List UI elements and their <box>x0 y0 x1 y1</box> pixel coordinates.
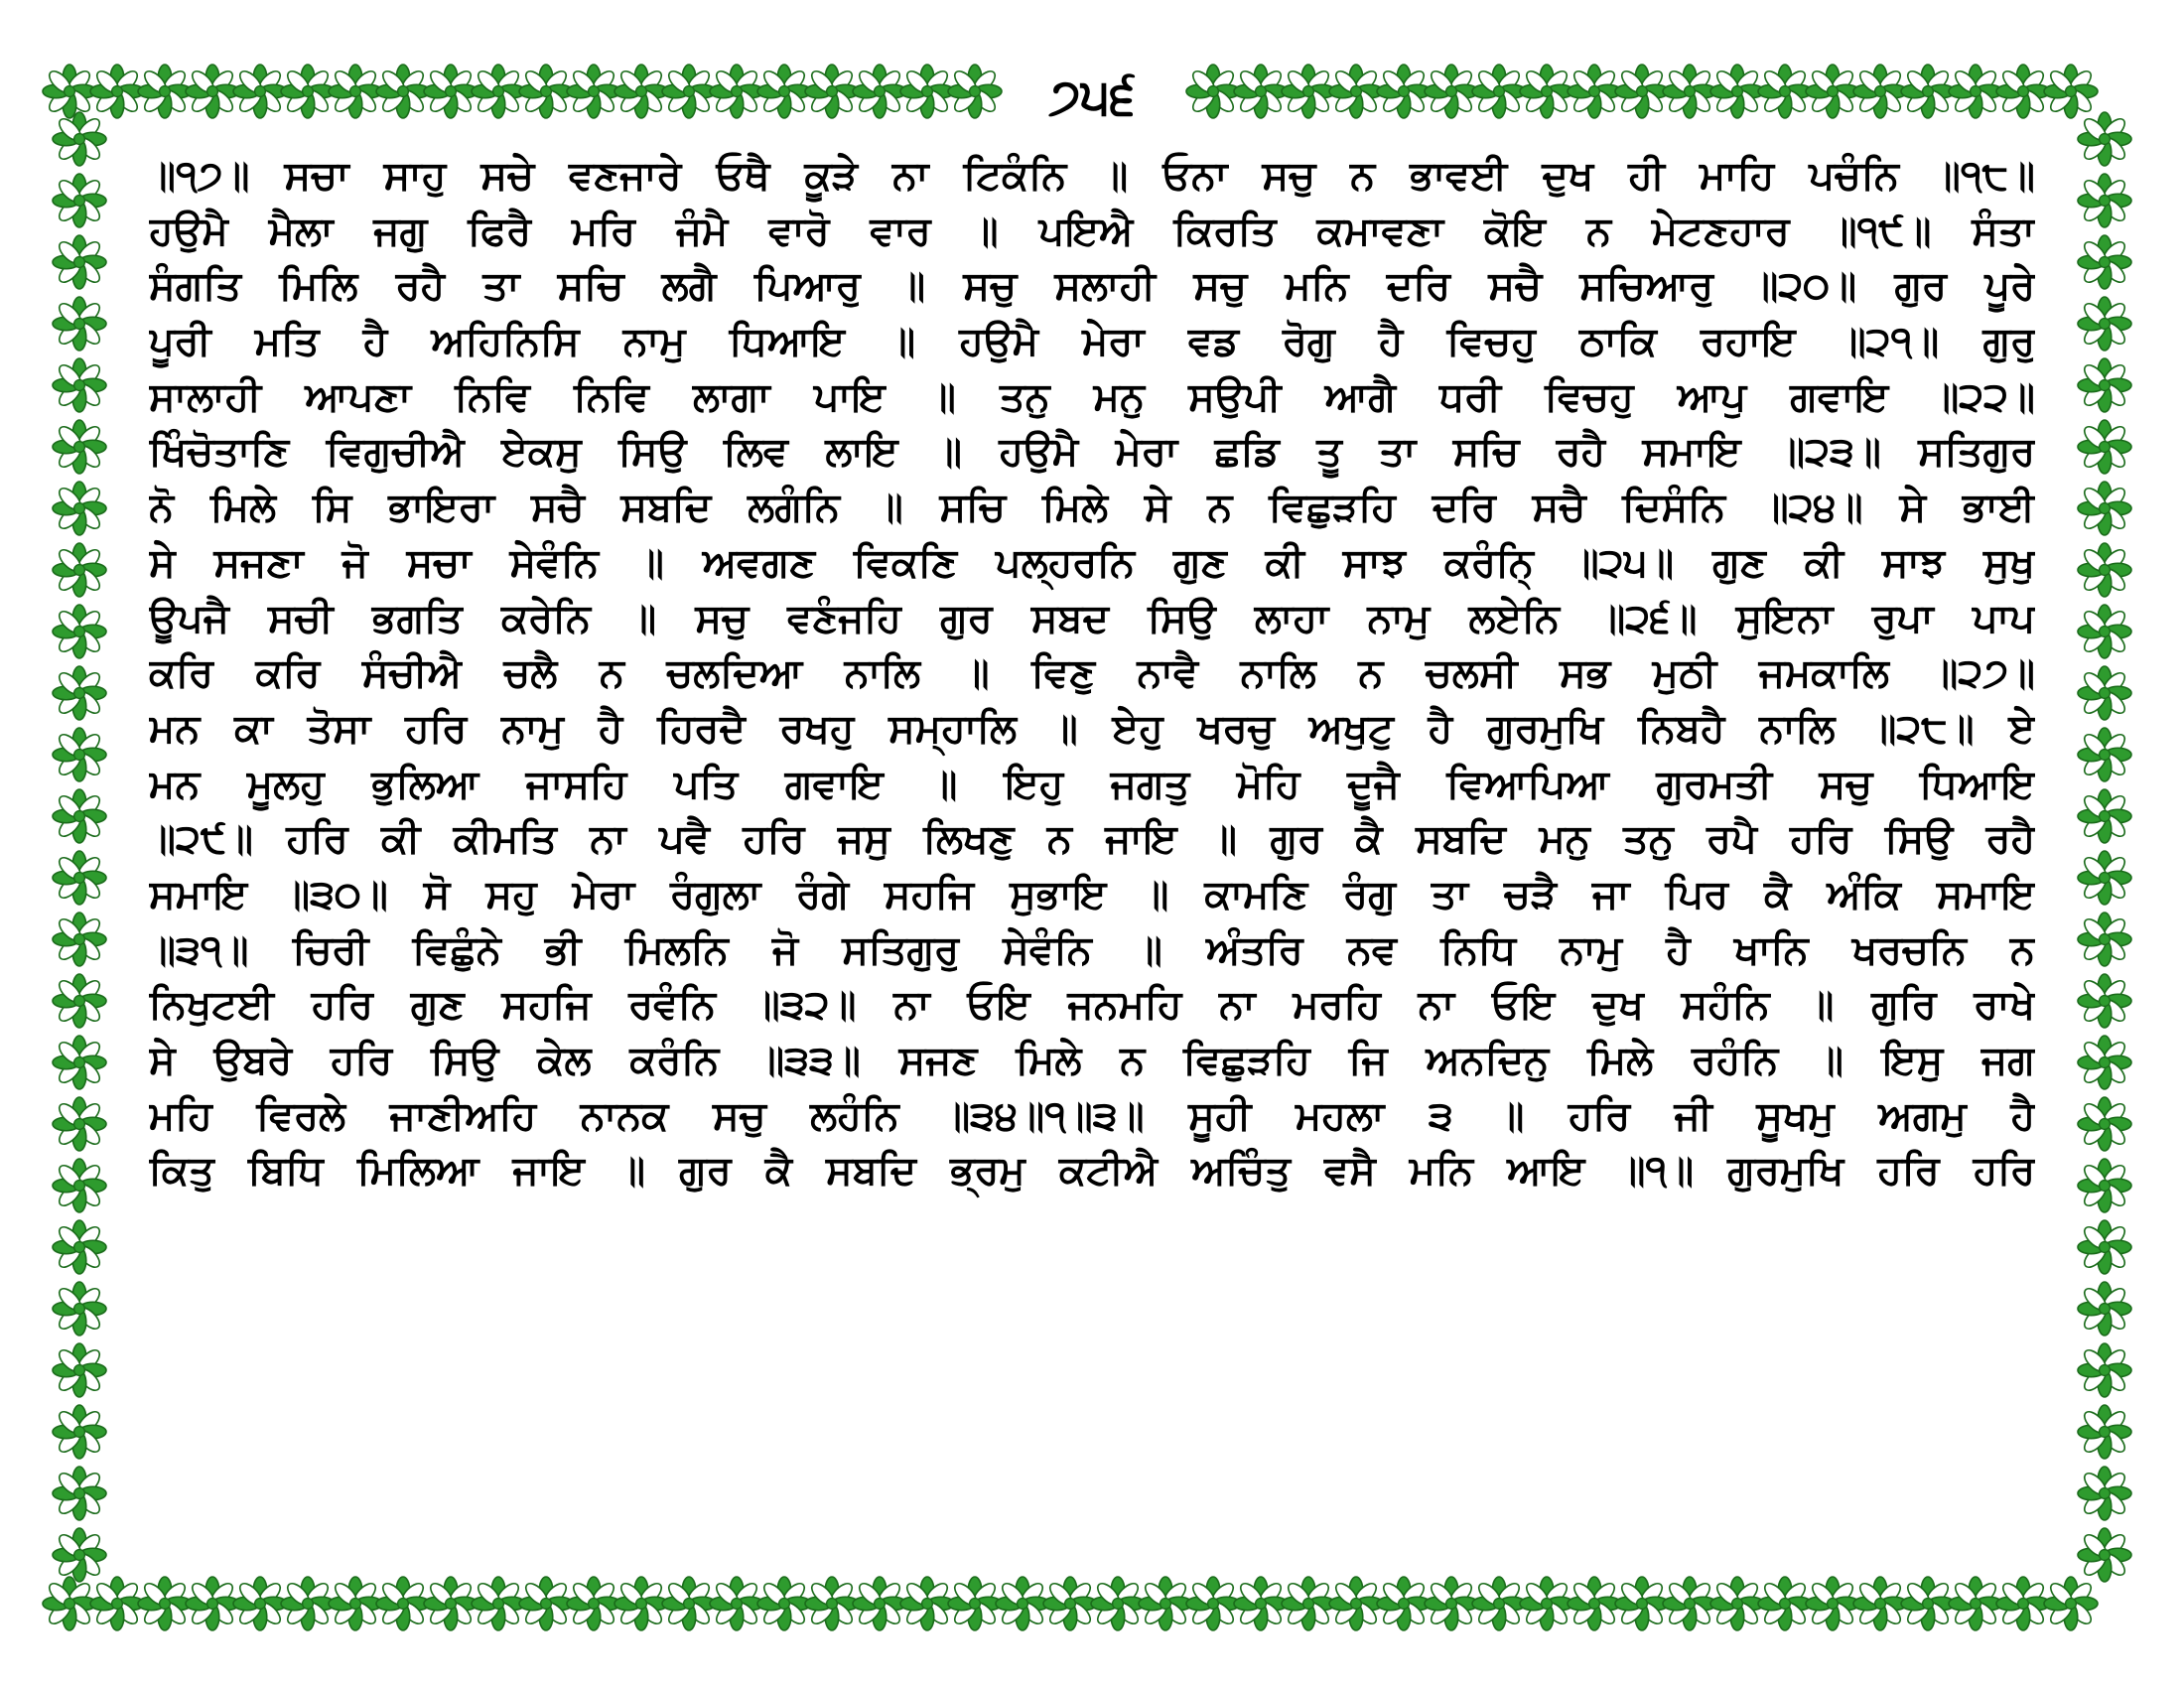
flower-vine-icon <box>1520 1577 1573 1630</box>
flower-vine-icon <box>805 65 859 118</box>
flower-vine-icon <box>519 65 573 118</box>
flower-vine-icon <box>2078 1097 2131 1151</box>
text-line: ਊਪਜੈ ਸਚੀ ਭਗਤਿ ਕਰੇਨਿ ॥ ਸਚੁ ਵਣੰਜਹਿ ਗੁਰ ਸਬਦ ਸਿਉ ਲਾਹਾ ਨਾਮੁ ਲਏਨਿ ॥੨੬॥ ਸੁਇਨਾ ਰੁਪਾ ਪਾਪ <box>149 595 2035 641</box>
flower-vine-icon <box>1568 65 1621 118</box>
flower-vine-icon <box>53 1467 106 1520</box>
flower-vine-icon <box>1663 1577 1716 1630</box>
flower-vine-icon <box>614 1577 668 1630</box>
flower-vine-icon <box>948 1577 1002 1630</box>
flower-vine-icon <box>1901 1577 1955 1630</box>
flower-vine-icon <box>996 1577 1049 1630</box>
flower-vine-icon <box>2078 420 2131 474</box>
flower-vine-icon <box>43 1577 96 1630</box>
text-line: ॥੧੭॥ ਸਚਾ ਸਾਹੁ ਸਚੇ ਵਣਜਾਰੇ ਓਥੈ ਕੂੜੇ ਨਾ ਟਿਕੰਨਿ ॥ ਓਨਾ ਸਚੁ ਨ ਭਾਵਈ ਦੁਖ ਹੀ ਮਾਹਿ ਪਚੰਨਿ ॥੧੮॥ <box>149 153 2035 199</box>
flower-vine-icon <box>138 1577 192 1630</box>
flower-vine-icon <box>376 1577 430 1630</box>
flower-vine-icon <box>233 1577 287 1630</box>
flower-vine-icon <box>1615 65 1669 118</box>
flower-vine-icon <box>757 65 811 118</box>
text-line: ਸਮਾਇ ॥੩੦॥ ਸੋ ਸਹੁ ਮੇਰਾ ਰੰਗੁਲਾ ਰੰਗੇ ਸਹਜਿ ਸੁਭਾਇ ॥ ਕਾਮਣਿ ਰੰਗੁ ਤਾ ਚੜੈ ਜਾ ਪਿਰ ਕੈ ਅੰਕਿ ਸਮਾਇ <box>149 871 2035 917</box>
flower-vine-icon <box>2078 1220 2131 1274</box>
flower-vine-icon <box>376 65 430 118</box>
flower-vine-icon <box>662 65 716 118</box>
flower-vine-icon <box>2044 65 2098 118</box>
text-line: ਹਉਮੈ ਮੈਲਾ ਜਗੁ ਫਿਰੈ ਮਰਿ ਜੰਮੈ ਵਾਰੋ ਵਾਰ ॥ ਪਇਐ ਕਿਰਤਿ ਕਮਾਵਣਾ ਕੋਇ ਨ ਮੇਟਣਹਾਰ ॥੧੯॥ ਸੰਤਾ <box>149 208 2035 254</box>
text-line: ਕਿਤੁ ਬਿਧਿ ਮਿਲਿਆ ਜਾਇ ॥ ਗੁਰ ਕੈ ਸਬਦਿ ਭ੍ਰਮੁ ਕਟੀਐ ਅਚਿੰਤੁ ਵਸੈ ਮਨਿ ਆਇ ॥੧॥ ਗੁਰਮੁਖਿ ਹਰਿ ਹਰਿ <box>149 1148 2035 1195</box>
flower-vine-icon <box>567 65 620 118</box>
flower-vine-icon <box>43 65 96 118</box>
flower-vine-icon <box>53 482 106 535</box>
flower-vine-icon <box>138 65 192 118</box>
flower-vine-icon <box>53 1097 106 1151</box>
flower-vine-icon <box>2078 1405 2131 1459</box>
flower-vine-icon <box>53 1159 106 1212</box>
flower-vine-icon <box>2078 297 2131 351</box>
text-line: ਮਹਿ ਵਿਰਲੇ ਜਾਣੀਅਹਿ ਨਾਨਕ ਸਚੁ ਲਹੰਨਿ ॥੩੪॥੧॥੩॥ ਸੂਹੀ ਮਹਲਾ ੩ ॥ ਹਰਿ ਜੀ ਸੂਖਮੁ ਅਗਮੁ ਹੈ <box>149 1092 2035 1139</box>
flower-vine-icon <box>1329 1577 1383 1630</box>
flower-vine-icon <box>1806 1577 1859 1630</box>
flower-vine-icon <box>53 1220 106 1274</box>
text-line: ਨੋ ਮਿਲੇ ਸਿ ਭਾਇਰਾ ਸਚੈ ਸਬਦਿ ਲਗੰਨਿ ॥ ਸਚਿ ਮਿਲੇ ਸੇ ਨ ਵਿਛੁੜਹਿ ਦਰਿ ਸਚੈ ਦਿਸੰਨਿ ॥੨੪॥ ਸੇ ਭਾਈ <box>149 485 2035 531</box>
flower-vine-icon <box>53 605 106 658</box>
flower-vine-icon <box>1329 65 1383 118</box>
flower-vine-icon <box>1425 1577 1478 1630</box>
flower-vine-icon <box>53 358 106 412</box>
flower-vine-icon <box>1758 1577 1812 1630</box>
text-line: ਸਾਲਾਹੀ ਆਪਣਾ ਨਿਵਿ ਨਿਵਿ ਲਾਗਾ ਪਾਇ ॥ ਤਨੁ ਮਨੁ ਸਉਪੀ ਆਗੈ ਧਰੀ ਵਿਚਹੁ ਆਪੁ ਗਵਾਇ ॥੨੨॥ <box>149 373 2035 420</box>
flower-vine-icon <box>2078 1528 2131 1582</box>
flower-vine-icon <box>233 65 287 118</box>
flower-vine-icon <box>2078 174 2131 227</box>
text-line: ਪੂਰੀ ਮਤਿ ਹੈ ਅਹਿਨਿਸਿ ਨਾਮੁ ਧਿਆਇ ॥ ਹਉਮੈ ਮੇਰਾ ਵਡ ਰੋਗੁ ਹੈ ਵਿਚਹੁ ਠਾਕਿ ਰਹਾਇ ॥੨੧॥ ਗੁਰੁ <box>149 319 2035 365</box>
flower-vine-icon <box>567 1577 620 1630</box>
flower-vine-icon <box>1234 1577 1288 1630</box>
flower-vine-icon <box>853 65 906 118</box>
flower-vine-icon <box>614 65 668 118</box>
flower-vine-icon <box>2078 112 2131 166</box>
flower-vine-icon <box>2078 974 2131 1028</box>
flower-vine-icon <box>53 1282 106 1336</box>
flower-vine-icon <box>53 420 106 474</box>
flower-vine-icon <box>1520 65 1573 118</box>
flower-vine-icon <box>281 65 335 118</box>
flower-vine-icon <box>853 1577 906 1630</box>
flower-vine-icon <box>53 1528 106 1582</box>
text-line: ਖਿੰਚੋਤਾਣਿ ਵਿਗੁਚੀਐ ਏਕਸੁ ਸਿਉ ਲਿਵ ਲਾਇ ॥ ਹਉਮੈ ਮੇਰਾ ਛਡਿ ਤੂ ਤਾ ਸਚਿ ਰਹੈ ਸਮਾਇ ॥੨੩॥ ਸਤਿਗੁਰ <box>149 429 2035 476</box>
text-line: ਸੇ ਉਬਰੇ ਹਰਿ ਸਿਉ ਕੇਲ ਕਰੰਨਿ ॥੩੩॥ ਸਜਣ ਮਿਲੇ ਨ ਵਿਛੁੜਹਿ ਜਿ ਅਨਦਿਨੁ ਮਿਲੇ ਰਹੰਨਿ ॥ ਇਸੁ ਜਗ <box>149 1038 2035 1083</box>
flower-vine-icon <box>1853 1577 1907 1630</box>
text-line: ॥੩੧॥ ਚਿਰੀ ਵਿਛੁੰਨੇ ਭੀ ਮਿਲਨਿ ਜੋ ਸਤਿਗੁਰੁ ਸੇਵੰਨਿ ॥ ਅੰਤਰਿ ਨਵ ਨਿਧਿ ਨਾਮੁ ਹੈ ਖਾਨਿ ਖਰਚਨਿ ਨ <box>149 926 2035 973</box>
flower-vine-icon <box>53 1343 106 1397</box>
flower-vine-icon <box>757 1577 811 1630</box>
flower-vine-icon <box>805 1577 859 1630</box>
flower-vine-icon <box>1282 1577 1335 1630</box>
flower-vine-icon <box>1663 65 1716 118</box>
flower-vine-icon <box>53 235 106 289</box>
flower-vine-icon <box>186 1577 239 1630</box>
flower-vine-icon <box>1949 65 2002 118</box>
flower-vine-icon <box>1996 65 2050 118</box>
flower-vine-icon <box>2078 358 2131 412</box>
flower-vine-icon <box>1282 65 1335 118</box>
flower-vine-icon <box>53 666 106 720</box>
flower-vine-icon <box>2078 1467 2131 1520</box>
flower-vine-icon <box>1091 1577 1145 1630</box>
flower-vine-icon <box>1186 65 1240 118</box>
flower-vine-icon <box>2044 1577 2098 1630</box>
flower-vine-icon <box>424 1577 478 1630</box>
flower-vine-icon <box>1043 1577 1097 1630</box>
flower-vine-icon <box>1425 65 1478 118</box>
flower-vine-icon <box>53 543 106 597</box>
flower-vine-icon <box>1568 1577 1621 1630</box>
flower-vine-icon <box>53 974 106 1028</box>
flower-vine-icon <box>710 65 763 118</box>
flower-vine-icon <box>53 728 106 781</box>
scripture-text <box>149 149 2035 1539</box>
flower-vine-icon <box>1901 65 1955 118</box>
page-number: ੭੫੬ <box>1013 62 1171 131</box>
flower-vine-icon <box>1806 65 1859 118</box>
flower-vine-icon <box>1377 65 1431 118</box>
flower-vine-icon <box>53 851 106 905</box>
flower-vine-icon <box>2078 1343 2131 1397</box>
flower-vine-icon <box>1472 65 1526 118</box>
flower-vine-icon <box>2078 1282 2131 1336</box>
flower-vine-icon <box>2078 235 2131 289</box>
flower-vine-icon <box>2078 789 2131 843</box>
flower-vine-icon <box>53 913 106 966</box>
flower-vine-icon <box>2078 666 2131 720</box>
flower-vine-icon <box>1472 1577 1526 1630</box>
flower-vine-icon <box>1758 65 1812 118</box>
flower-vine-icon <box>53 297 106 351</box>
flower-vine-icon <box>90 65 144 118</box>
text-line: ਨਿਖੁਟਈ ਹਰਿ ਗੁਣ ਸਹਜਿ ਰਵੰਨਿ ॥੩੨॥ ਨਾ ਓਇ ਜਨਮਹਿ ਨਾ ਮਰਹਿ ਨਾ ਓਇ ਦੁਖ ਸਹੰਨਿ ॥ ਗੁਰਿ ਰਾਖੇ <box>149 982 2035 1029</box>
text-line: ਸੇ ਸਜਣਾ ਜੋ ਸਚਾ ਸੇਵੰਨਿ ॥ ਅਵਗਣ ਵਿਕਣਿ ਪਲ੍ਹਰਨਿ ਗੁਣ ਕੀ ਸਾਝ ਕਰੰਨਿ੍ ॥੨੫॥ ਗੁਣ ਕੀ ਸਾਝ ਸੁਖੁ <box>149 539 2035 586</box>
flower-vine-icon <box>2078 482 2131 535</box>
flower-vine-icon <box>710 1577 763 1630</box>
flower-vine-icon <box>53 1405 106 1459</box>
text-line: ਸੰਗਤਿ ਮਿਲਿ ਰਹੈ ਤਾ ਸਚਿ ਲਗੈ ਪਿਆਰੁ ॥ ਸਚੁ ਸਲਾਹੀ ਸਚੁ ਮਨਿ ਦਰਿ ਸਚੈ ਸਚਿਆਰੁ ॥੨੦॥ ਗੁਰ ਪੂਰੇ <box>149 263 2035 310</box>
flower-vine-icon <box>2078 913 2131 966</box>
flower-vine-icon <box>186 65 239 118</box>
flower-vine-icon <box>2078 1036 2131 1089</box>
flower-vine-icon <box>53 1036 106 1089</box>
flower-vine-icon <box>472 65 525 118</box>
flower-vine-icon <box>2078 1159 2131 1212</box>
flower-vine-icon <box>1949 1577 2002 1630</box>
flower-vine-icon <box>1710 1577 1764 1630</box>
text-line: ਮਨ ਮੂਲਹੁ ਭੁਲਿਆ ਜਾਸਹਿ ਪਤਿ ਗਵਾਇ ॥ ਇਹੁ ਜਗਤੁ ਮੋਹਿ ਦੂਜੈ ਵਿਆਪਿਆ ਗੁਰਮਤੀ ਸਚੁ ਧਿਆਇ <box>149 761 2035 807</box>
flower-vine-icon <box>281 1577 335 1630</box>
flower-vine-icon <box>53 789 106 843</box>
flower-vine-icon <box>1615 1577 1669 1630</box>
flower-vine-icon <box>53 174 106 227</box>
flower-vine-icon <box>662 1577 716 1630</box>
flower-vine-icon <box>519 1577 573 1630</box>
flower-vine-icon <box>900 1577 954 1630</box>
flower-vine-icon <box>948 65 1002 118</box>
flower-vine-icon <box>1234 65 1288 118</box>
text-line: ਮਨ ਕਾ ਤੋਸਾ ਹਰਿ ਨਾਮੁ ਹੈ ਹਿਰਦੈ ਰਖਹੁ ਸਮ੍ਹਾਲਿ ॥ ਏਹੁ ਖਰਚੁ ਅਖੁਟੁ ਹੈ ਗੁਰਮੁਖਿ ਨਿਬਹੈ ਨਾਲਿ ॥੨੮॥ ਏ <box>149 705 2035 752</box>
flower-vine-icon <box>472 1577 525 1630</box>
flower-vine-icon <box>900 65 954 118</box>
flower-vine-icon <box>2078 605 2131 658</box>
flower-vine-icon <box>2078 728 2131 781</box>
flower-vine-icon <box>53 112 106 166</box>
flower-vine-icon <box>90 1577 144 1630</box>
flower-vine-icon <box>1996 1577 2050 1630</box>
flower-vine-icon <box>329 1577 382 1630</box>
flower-vine-icon <box>424 65 478 118</box>
flower-vine-icon <box>2078 851 2131 905</box>
flower-vine-icon <box>329 65 382 118</box>
flower-vine-icon <box>1710 65 1764 118</box>
flower-vine-icon <box>1186 1577 1240 1630</box>
text-line: ॥੨੯॥ ਹਰਿ ਕੀ ਕੀਮਤਿ ਨਾ ਪਵੈ ਹਰਿ ਜਸੁ ਲਿਖਣੁ ਨ ਜਾਇ ॥ ਗੁਰ ਕੈ ਸਬਦਿ ਮਨੁ ਤਨੁ ਰਪੈ ਹਰਿ ਸਿਉ ਰਹੈ <box>149 816 2035 863</box>
flower-vine-icon <box>1853 65 1907 118</box>
flower-vine-icon <box>1139 1577 1192 1630</box>
text-line: ਕਰਿ ਕਰਿ ਸੰਚੀਐ ਚਲੈ ਨ ਚਲਦਿਆ ਨਾਲਿ ॥ ਵਿਣੁ ਨਾਵੈ ਨਾਲਿ ਨ ਚਲਸੀ ਸਭ ਮੁਠੀ ਜਮਕਾਲਿ ॥੨੭॥ <box>149 650 2035 697</box>
flower-vine-icon <box>2078 543 2131 597</box>
flower-vine-icon <box>1377 1577 1431 1630</box>
